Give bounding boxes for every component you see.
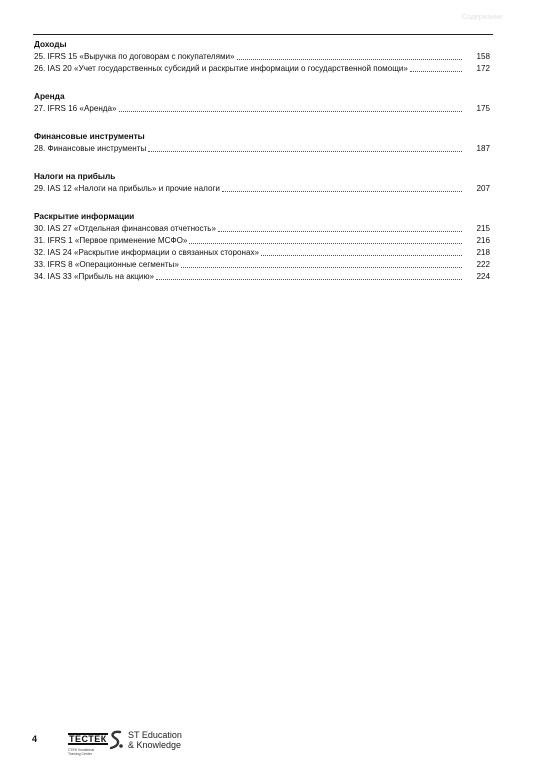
toc-section [34,90,490,115]
toc-section [34,210,490,283]
table-of-contents [34,38,490,298]
dot-leader [410,71,462,72]
toc-entry[interactable] [34,183,490,195]
page-footer [0,720,542,760]
toc-entry[interactable] [34,223,490,235]
toc-entry-title: 29. IAS 12 «Налоги на прибыль» и прочие налоги [34,184,220,193]
toc-entry-title: 34. IAS 33 «Прибыль на акцию» [34,272,155,281]
toc-entry[interactable] [34,103,490,115]
toc-entry[interactable] [34,271,490,283]
toc-entry-page: 224 [476,272,490,281]
toc-entry-title: 28. Финансовые инструменты [34,144,147,153]
toc-entry[interactable] [34,235,490,247]
page-number: 4 [32,734,38,744]
dot-leader [181,267,462,268]
toc-entry[interactable] [34,63,490,75]
st-logo-line2: & Knowledge [128,740,182,750]
toc-section-title: Финансовые инструменты [34,131,145,141]
toc-entry-title: 33. IFRS 8 «Операционные сегменты» [34,260,179,269]
toc-section-title: Доходы [34,39,67,49]
dot-leader [148,151,462,152]
toc-entry-page: 207 [476,184,490,193]
running-header: Содержание [462,14,503,21]
toc-entry-page: 175 [476,104,490,113]
toc-entry-page: 158 [476,52,490,61]
toc-entry-page: 215 [476,224,490,233]
dot-leader [222,191,462,192]
st-logo-line1: ST Education [128,730,182,740]
toc-entry-title: 27. IFRS 16 «Аренда» [34,104,117,113]
toc-section [34,38,490,75]
tectek-logo [68,729,107,756]
toc-section [34,170,490,195]
dot-leader [218,231,462,232]
toc-entry-title: 32. IAS 24 «Раскрытие информации о связанных сторонах» [34,248,260,257]
dot-leader [237,59,462,60]
toc-entry-page: 222 [476,260,490,269]
top-rule [33,34,493,35]
dot-leader [189,243,462,244]
toc-entry-title: 26. IAS 20 «Учет государственных субсидий и раскрытие информации о государственной помощи» [34,64,408,73]
toc-entry[interactable] [34,247,490,259]
toc-section-title: Налоги на прибыль [34,171,116,181]
toc-entry-title: 31. IFRS 1 «Первое применение МСФО» [34,236,188,245]
toc-entry-page: 172 [476,64,490,73]
toc-entry[interactable] [34,51,490,63]
toc-entry-title: 25. IFRS 15 «Выручка по договорам с покупателями» [34,52,235,61]
toc-entry[interactable] [34,143,490,155]
dot-leader [156,279,462,280]
toc-entry-page: 216 [476,236,490,245]
st-swirl-logo-icon [107,729,125,751]
toc-entry-title: 30. IAS 27 «Отдельная финансовая отчетность» [34,224,217,233]
tectek-logo-mark: ТЕСТЕК [69,734,107,744]
toc-entry-page: 187 [476,144,490,153]
toc-section-title: Аренда [34,91,65,101]
dot-leader [261,255,462,256]
dot-leader [119,111,462,112]
toc-entry-page: 218 [476,248,490,257]
toc-section [34,130,490,155]
toc-entry[interactable] [34,259,490,271]
tectek-logo-subtitle: СТЕК Vocational Training Center [68,748,95,756]
toc-section-title: Раскрытие информации [34,211,135,221]
st-education-logo [107,728,187,756]
